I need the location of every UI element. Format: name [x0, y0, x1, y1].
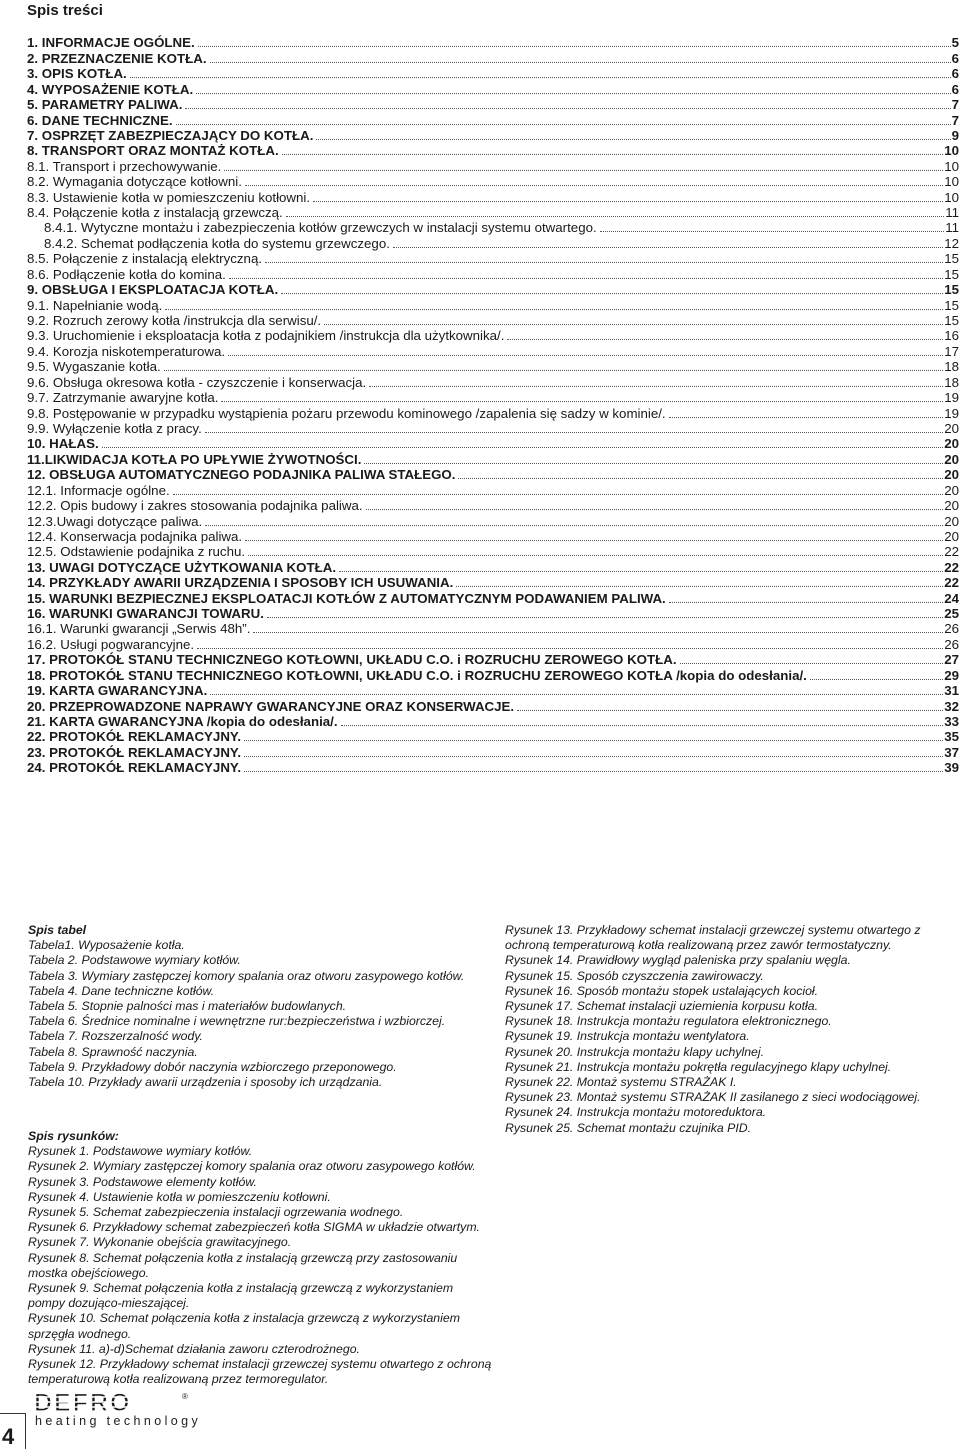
toc-entry-label: 9.7. Zatrzymanie awaryjne kotła. [27, 390, 219, 406]
figure-list-item: Rysunek 21. Instrukcja montażu pokrętła regulacyjnego klapy uchylnej. [505, 1059, 892, 1074]
toc-entry[interactable] [27, 128, 960, 143]
toc-entry-label: 9.3. Uruchomienie i eksploatacja kotła z podajnikiem /instrukcja dla użytkownika/. [27, 328, 505, 344]
toc-entry-label: 10. HAŁAS. [27, 436, 99, 452]
toc-entry[interactable] [27, 744, 960, 759]
toc-entry[interactable] [27, 282, 960, 297]
toc-entry-label: 5. PARAMETRY PALIWA. [27, 97, 183, 113]
table-list-item: Tabela 6. Średnice nominalne i wewnętrzne rur:bezpieczeństwa i wzbiorczej. [28, 1014, 446, 1029]
toc-entry[interactable] [27, 636, 960, 651]
figure-list-item: Rysunek 18. Instrukcja montażu regulatora elektronicznego. [505, 1014, 832, 1029]
toc-entry-label: 12.5. Odstawienie podajnika z ruchu. [27, 544, 246, 560]
toc-entry[interactable] [27, 112, 960, 127]
toc-entry-label: 12.1. Informacje ogólne. [27, 482, 170, 498]
toc-dot-leader [221, 401, 943, 402]
toc-entry-page: 15 [944, 266, 959, 282]
toc-dot-leader [164, 370, 944, 371]
toc-entry-page: 39 [944, 760, 959, 776]
toc-entry-label: 14. PRZYKŁADY AWARII URZĄDZENIA I SPOSOBY ICH USUWANIA. [27, 575, 454, 591]
figures-list-title: Spis rysunków: [28, 1129, 119, 1143]
toc-entry[interactable] [27, 405, 960, 420]
toc-dot-leader [229, 278, 943, 279]
toc-dot-leader [669, 417, 944, 418]
toc-entry-page: 7 [951, 97, 959, 113]
toc-entry-label: 2. PRZEZNACZENIE KOTŁA. [27, 50, 207, 66]
figure-list-item: Rysunek 19. Instrukcja montażu wentylatora. [505, 1029, 750, 1044]
toc-entry-page: 33 [944, 713, 959, 729]
toc-entry[interactable] [27, 158, 960, 173]
toc-entry[interactable] [27, 590, 960, 605]
toc-entry[interactable] [27, 652, 960, 667]
toc-entry[interactable] [27, 760, 960, 775]
toc-dot-leader [197, 648, 943, 649]
figure-list-item: Rysunek 6. Przykładowy schemat zabezpieczeń kotła SIGMA w układzie otwartym. [28, 1220, 480, 1235]
toc-entry[interactable] [27, 343, 960, 358]
toc-entry-label: 12.2. Opis budowy i zakres stosowania podajnika paliwa. [27, 498, 363, 514]
toc-entry[interactable] [27, 235, 960, 250]
toc-entry-label: 4. WYPOSAŻENIE KOTŁA. [27, 81, 194, 97]
toc-entry-label: 8.2. Wymagania dotyczące kotłowni. [27, 174, 242, 190]
toc-entry-page: 15 [944, 313, 959, 329]
toc-entry-label: 9.8. Postępowanie w przypadku wystąpienia pożaru przewodu kominowego /zapalenia się sadzy w kominie/. [27, 405, 666, 421]
toc-entry-label: 22. PROTOKÓŁ REKLAMACYJNY. [27, 729, 242, 745]
figures-list-continued [505, 923, 930, 1136]
toc-entry-label: 20. PRZEPROWADZONE NAPRAWY GWARANCYJNE ORAZ KONSERWACJE. [27, 698, 515, 714]
toc-entry-label: 9.1. Napełnianie wodą. [27, 297, 163, 313]
toc-entry[interactable] [27, 482, 960, 497]
toc-dot-leader [176, 124, 951, 125]
toc-entry[interactable] [27, 698, 960, 713]
defro-logo [32, 1390, 218, 1430]
toc-entry-page: 10 [944, 189, 959, 205]
toc-entry-page: 10 [944, 158, 959, 174]
figure-list-item: Rysunek 15. Sposób czyszczenia zawirowaczy. [505, 968, 764, 983]
toc-entry-label: 7. OSPRZĘT ZABEZPIECZAJĄCY DO KOTŁA. [27, 127, 314, 143]
figure-list-item: Rysunek 9. Schemat połączenia kotła z instalacją grzewczą z wykorzystaniem pompy dozująco-mieszającej. [28, 1281, 454, 1311]
figure-list-item: Rysunek 8. Schemat połączenia kotła z instalacją grzewczą przy zastosowaniu mostka obejściowego. [28, 1250, 458, 1280]
toc-entry[interactable] [27, 529, 960, 544]
toc-entry-page: 5 [951, 35, 959, 51]
toc-entry-label: 12.4. Konserwacja podajnika paliwa. [27, 528, 243, 544]
toc-entry[interactable] [27, 374, 960, 389]
toc-entry-label: 3. OPIS KOTŁA. [27, 66, 127, 82]
toc-entry-label: 23. PROTOKÓŁ REKLAMACYJNY. [27, 744, 242, 760]
toc-entry-page: 24 [944, 590, 959, 606]
toc-entry-label: 9. OBSŁUGA I EKSPLOATACJA KOTŁA. [27, 282, 279, 298]
figure-list-item: Rysunek 10. Schemat połączenia kotła z instalacja grzewczą z wykorzystaniem sprzęgła wodnego. [28, 1311, 460, 1341]
toc-entry[interactable] [27, 575, 960, 590]
toc-dot-leader [244, 771, 943, 772]
toc-entry-page: 7 [951, 112, 959, 128]
toc-entry[interactable] [27, 174, 960, 189]
toc-entry-label: 17. PROTOKÓŁ STANU TECHNICZNEGO KOTŁOWNI, UKŁADU C.O. i ROZRUCHU ZEROWEGO KOTŁA. [27, 652, 677, 668]
toc-entry-page: 27 [944, 652, 959, 668]
table-list-item: Tabela 8. Sprawność naczynia. [28, 1044, 198, 1059]
toc-entry[interactable] [27, 421, 960, 436]
toc-dot-leader [669, 602, 943, 603]
toc-entry-label: 11.LIKWIDACJA KOTŁA PO UPŁYWIE ŻYWOTNOŚCI. [27, 451, 362, 467]
toc-dot-leader [244, 756, 943, 757]
toc-entry-label: 9.2. Rozruch zerowy kotła /instrukcja dla serwisu/. [27, 313, 322, 329]
toc-entry-page: 26 [944, 621, 959, 637]
toc-entry-label: 6. DANE TECHNICZNE. [27, 112, 173, 128]
toc-entry-page: 31 [944, 683, 959, 699]
toc-dot-leader [210, 694, 943, 695]
toc-dot-leader [224, 170, 943, 171]
toc-entry[interactable] [27, 328, 960, 343]
toc-entry-label: 12. OBSŁUGA AUTOMATYCZNEGO PODAJNIKA PALIWA STAŁEGO. [27, 467, 456, 483]
toc-entry[interactable] [27, 390, 960, 405]
figure-list-item: Rysunek 5. Schemat zabezpieczenia instalacji ogrzewania wodnego. [28, 1205, 404, 1220]
toc-dot-leader [281, 293, 943, 294]
toc-entry-page: 17 [944, 343, 959, 359]
toc-dot-leader [196, 93, 950, 94]
toc-entry-page: 20 [944, 513, 959, 529]
figure-list-item: Rysunek 3. Podstawowe elementy kotłów. [28, 1174, 257, 1189]
figure-list-item: Rysunek 7. Wykonanie obejścia grawitacyjnego. [28, 1235, 292, 1250]
toc-entry-page: 6 [951, 81, 959, 97]
logo-subtitle: heating technology [35, 1414, 202, 1428]
toc-entry-label: 16. WARUNKI GWARANCJI TOWARU. [27, 606, 264, 622]
toc-entry-page: 16 [944, 328, 959, 344]
toc-entry-page: 37 [944, 744, 959, 760]
toc-entry-label: 9.9. Wyłączenie kotła z pracy. [27, 420, 202, 436]
toc-dot-leader [245, 540, 943, 541]
toc-dot-leader [456, 586, 943, 587]
toc-dot-leader [341, 725, 944, 726]
toc-entry[interactable] [27, 35, 960, 50]
toc-dot-leader [205, 525, 943, 526]
figure-list-item: Rysunek 22. Montaż systemu STRAŻAK I. [505, 1075, 737, 1090]
toc-entry-page: 25 [944, 606, 959, 622]
toc-dot-leader [369, 386, 943, 387]
toc-entry-label: 8. TRANSPORT ORAZ MONTAŻ KOTŁA. [27, 143, 279, 159]
toc-entry-page: 20 [944, 436, 959, 452]
toc-entry-label: 16.2. Usługi pogwarancyjne. [27, 636, 195, 652]
toc-entry[interactable] [27, 143, 960, 158]
toc-dot-leader [245, 185, 943, 186]
toc-entry-label: 16.1. Warunki gwarancji „Serwis 48h”. [27, 621, 251, 637]
toc-entry-page: 35 [944, 729, 959, 745]
table-list-item: Tabela1. Wyposażenie kotła. [28, 938, 185, 953]
toc-entry[interactable] [27, 266, 960, 281]
toc-dot-leader [282, 154, 944, 155]
toc-entry[interactable] [27, 189, 960, 204]
toc-dot-leader [393, 247, 943, 248]
toc-entry[interactable] [27, 220, 960, 235]
figure-list-item: Rysunek 4. Ustawienie kotła w pomieszczeniu kotłowni. [28, 1189, 331, 1204]
toc-entry-label: 8.4.1. Wytyczne montażu i zabezpieczenia kotłów grzewczych w instalacji systemu otwartego. [44, 220, 597, 236]
toc-entry[interactable] [27, 97, 960, 112]
toc-entry[interactable] [27, 251, 960, 266]
table-list-item: Tabela 7. Rozszerzalność wody. [28, 1029, 203, 1044]
toc-entry-page: 6 [951, 66, 959, 82]
toc-title: Spis treści [27, 2, 103, 19]
toc-entry-label: 15. WARUNKI BEZPIECZNEJ EKSPLOATACJI KOTŁÓW Z AUTOMATYCZNYM PODAWANIEM PALIWA. [27, 590, 666, 606]
toc-entry-page: 12 [944, 235, 959, 251]
toc-entry-label: 18. PROTOKÓŁ STANU TECHNICZNEGO KOTŁOWNI, UKŁADU C.O. i ROZRUCHU ZEROWEGO KOTŁA /kopia do odesłania/. [27, 667, 807, 683]
toc-entry-page: 20 [944, 482, 959, 498]
toc-dot-leader [339, 571, 943, 572]
figure-list-item: Rysunek 2. Wymiary zastępczej komory spalania oraz otworu zasypowego kotłów. [28, 1159, 476, 1174]
toc-entry-page: 15 [944, 297, 959, 313]
toc-entry-label: 8.1. Transport i przechowywanie. [27, 158, 222, 174]
toc-dot-leader [680, 663, 944, 664]
toc-dot-leader [366, 509, 944, 510]
toc-entry[interactable] [27, 81, 960, 96]
toc-dot-leader [228, 355, 943, 356]
toc-entry-page: 10 [944, 143, 959, 159]
toc-entry-page: 15 [944, 251, 959, 267]
toc-entry-label: 24. PROTOKÓŁ REKLAMACYJNY. [27, 760, 242, 776]
toc-entry-page: 9 [951, 127, 959, 143]
table-list-item: Tabela 5. Stopnie palności mas i materiałów budowlanych. [28, 999, 347, 1014]
toc-entry-label: 21. KARTA GWARANCYJNA /kopia do odesłania/. [27, 713, 338, 729]
figure-list-item: Rysunek 17. Schemat instalacji uziemienia korpusu kotła. [505, 999, 819, 1014]
toc-dot-leader [198, 46, 951, 47]
toc-entry-label: 9.4. Korozja niskotemperaturowa. [27, 343, 226, 359]
table-list-item: Tabela 2. Podstawowe wymiary kotłów. [28, 953, 241, 968]
figure-list-item: Rysunek 20. Instrukcja montażu klapy uchylnej. [505, 1044, 765, 1059]
toc-dot-leader [244, 740, 943, 741]
toc-entry-label: 8.4.2. Schemat podłączenia kotła do systemu grzewczego. [44, 235, 390, 251]
logo-wordmark: DEFRO [34, 1390, 132, 1414]
toc-entry[interactable] [27, 683, 960, 698]
toc-entry-page: 15 [944, 282, 959, 298]
toc-entry-page: 10 [944, 174, 959, 190]
toc-entry-page: 18 [944, 359, 959, 375]
page-number: 4 [2, 1424, 15, 1449]
table-list-item: Tabela 4. Dane techniczne kotłów. [28, 983, 215, 998]
toc-entry-page: 11 [945, 220, 959, 236]
toc-entry[interactable] [27, 606, 960, 621]
toc-dot-leader [810, 679, 943, 680]
toc-entry-label: 19. KARTA GWARANCYJNA. [27, 683, 208, 699]
toc-entry[interactable] [27, 513, 960, 528]
toc-entry[interactable] [27, 205, 960, 220]
toc-dot-leader [253, 632, 943, 633]
toc-entry-page: 19 [944, 390, 959, 406]
toc-dot-leader [265, 262, 943, 263]
registered-mark: ® [182, 1392, 188, 1401]
toc-entry[interactable] [27, 66, 960, 81]
toc-entry[interactable] [27, 667, 960, 682]
toc-dot-leader [313, 201, 943, 202]
figure-list-item: Rysunek 13. Przykładowy schemat instalacji grzewczej systemu otwartego z ochroną temperaturową kotła realizowaną przez zawór termostatyczny. [505, 923, 921, 953]
figure-list-item: Rysunek 1. Podstawowe wymiary kotłów. [28, 1144, 253, 1159]
table-of-contents [27, 35, 960, 775]
toc-entry-page: 29 [944, 667, 959, 683]
toc-dot-leader [173, 494, 944, 495]
toc-entry[interactable] [27, 729, 960, 744]
toc-dot-leader [248, 555, 943, 556]
toc-dot-leader [267, 617, 943, 618]
toc-dot-leader [130, 77, 951, 78]
toc-dot-leader [210, 62, 951, 63]
figure-list-item: Rysunek 11. a)-d)Schemat działania zaworu czterodrożnego. [28, 1341, 360, 1356]
table-list-item: Tabela 3. Wymiary zastępczej komory spalania oraz otworu zasypowego kotłów. [28, 968, 465, 983]
toc-dot-leader [517, 710, 943, 711]
toc-dot-leader [286, 216, 944, 217]
toc-entry-label: 8.5. Połączenie z instalacją elektryczną. [27, 251, 263, 267]
figure-list-item: Rysunek 24. Instrukcja montażu motoreduktora. [505, 1105, 767, 1120]
defro-logo-mark [32, 1390, 218, 1414]
toc-entry-page: 18 [944, 374, 959, 390]
toc-entry-page: 22 [944, 559, 959, 575]
toc-entry-label: 9.6. Obsługa okresowa kotła - czyszczenie i konserwacja. [27, 374, 367, 390]
toc-dot-leader [185, 108, 950, 109]
toc-entry-page: 20 [944, 467, 959, 483]
toc-entry[interactable] [27, 436, 960, 451]
toc-entry-page: 11 [945, 205, 959, 221]
toc-entry[interactable] [27, 559, 960, 574]
toc-entry-label: 8.3. Ustawienie kotła w pomieszczeniu kotłowni. [27, 189, 311, 205]
toc-dot-leader [507, 339, 943, 340]
toc-entry-page: 22 [944, 544, 959, 560]
toc-entry[interactable] [27, 359, 960, 374]
toc-entry-page: 32 [944, 698, 959, 714]
toc-entry[interactable] [27, 544, 960, 559]
tables-list-title: Spis tabel [28, 923, 87, 937]
toc-entry[interactable] [27, 498, 960, 513]
figure-list-item: Rysunek 23. Montaż systemu STRAŻAK II zasilanego z sieci wodociągowej. [505, 1090, 921, 1105]
toc-entry-page: 20 [944, 451, 959, 467]
figure-list-item: Rysunek 14. Prawidłowy wygląd paleniska przy spalaniu węgla. [505, 953, 851, 968]
toc-entry[interactable] [27, 297, 960, 312]
figure-list-item: Rysunek 25. Schemat montażu czujnika PID. [505, 1120, 752, 1135]
table-list-item: Tabela 10. Przykłady awarii urządzenia i sposoby ich urządzania. [28, 1075, 383, 1090]
figures-list [28, 1129, 493, 1387]
toc-dot-leader [316, 139, 950, 140]
toc-entry-page: 6 [951, 50, 959, 66]
tables-list [28, 923, 488, 1090]
toc-entry[interactable] [27, 313, 960, 328]
toc-entry[interactable] [27, 621, 960, 636]
toc-dot-leader [364, 463, 943, 464]
toc-dot-leader [600, 231, 945, 232]
toc-entry[interactable] [27, 467, 960, 482]
toc-entry-label: 8.4. Połączenie kotła z instalacją grzewczą. [27, 205, 283, 221]
toc-entry-label: 13. UWAGI DOTYCZĄCE UŻYTKOWANIA KOTŁA. [27, 559, 337, 575]
toc-entry-page: 20 [944, 420, 959, 436]
toc-dot-leader [102, 447, 944, 448]
toc-entry[interactable] [27, 451, 960, 466]
toc-dot-leader [205, 432, 943, 433]
figure-list-item: Rysunek 16. Sposób montażu stopek ustalających kocioł. [505, 983, 819, 998]
toc-dot-leader [458, 478, 943, 479]
toc-entry[interactable] [27, 714, 960, 729]
toc-entry-page: 26 [944, 636, 959, 652]
toc-entry-label: 1. INFORMACJE OGÓLNE. [27, 35, 195, 51]
toc-entry-label: 12.3.Uwagi dotyczące paliwa. [27, 513, 203, 529]
toc-entry-page: 20 [944, 528, 959, 544]
toc-entry-label: 9.5. Wygaszanie kotła. [27, 359, 161, 375]
page-number-tab [0, 1413, 26, 1449]
toc-entry-page: 22 [944, 575, 959, 591]
toc-entry-label: 8.6. Podłączenie kotła do komina. [27, 266, 226, 282]
toc-dot-leader [324, 324, 943, 325]
toc-entry-page: 20 [944, 498, 959, 514]
toc-entry-page: 19 [944, 405, 959, 421]
table-list-item: Tabela 9. Przykładowy dobór naczynia wzbiorczego przeponowego. [28, 1059, 397, 1074]
toc-dot-leader [165, 309, 943, 310]
toc-entry[interactable] [27, 50, 960, 65]
figure-list-item: Rysunek 12. Przykładowy schemat instalacji grzewczej systemu otwartego z ochroną temperaturową kotła realizowaną przez termoregulator. [28, 1357, 492, 1387]
